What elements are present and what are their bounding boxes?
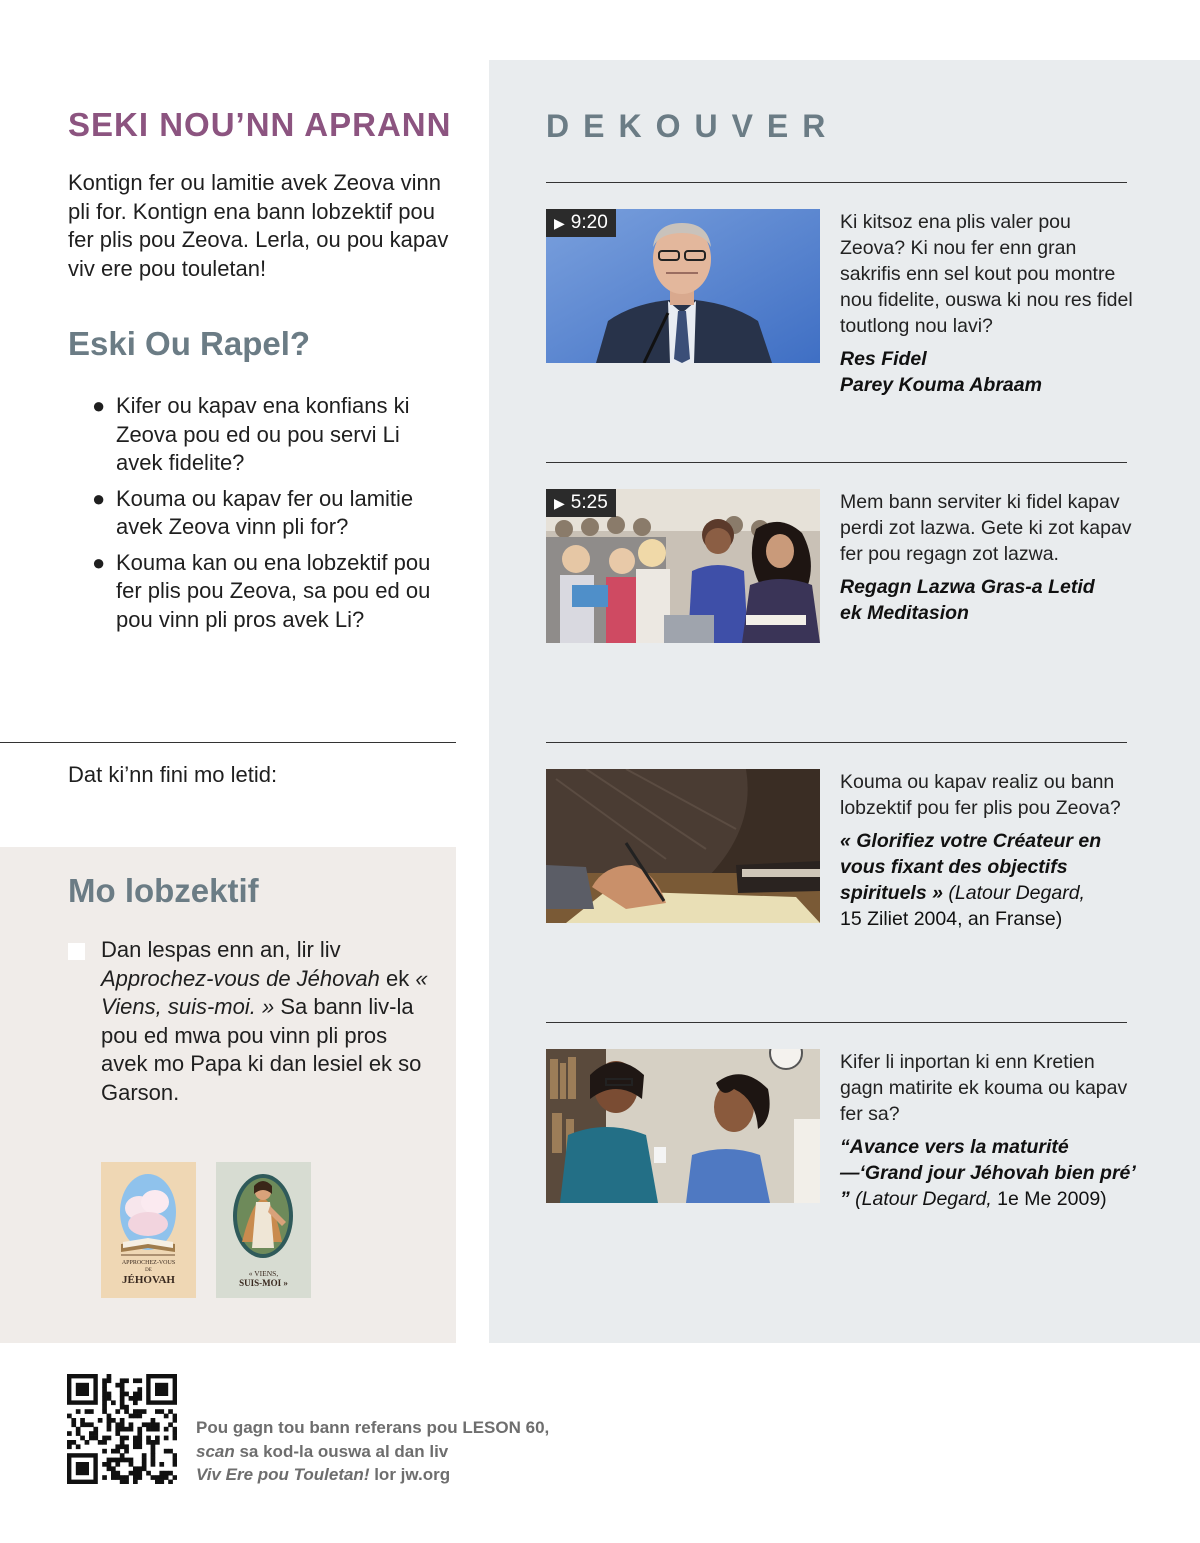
discover-question: Ki kitsoz ena plis valer pou Zeova? Ki nou fer enn gran sakrifis enn sel kout pou montre nou fidelite, ouswa ki nou res fidel toutlong nou lavi? [840, 211, 1133, 337]
book-cover-line: SUIS-MOI » [239, 1278, 288, 1288]
duration-text: 5:25 [570, 492, 608, 513]
footer-text-part: lor jw.org [369, 1465, 451, 1484]
writing-image [546, 769, 820, 923]
recall-question: Kouma kan ou ena lobzektif pou fer plis pou Zeova, sa pou ed ou pou vinn pli pros avek Li? [116, 549, 431, 632]
recall-title: Eski Ou Rapel? [68, 325, 311, 362]
divider [546, 462, 1127, 463]
discover-link[interactable] [840, 346, 1140, 398]
recall-question-list [92, 392, 452, 641]
duration-text: 9:20 [570, 212, 608, 233]
video-duration-badge [546, 489, 616, 517]
divider [546, 742, 1127, 743]
book-cover-line: DE [145, 1268, 152, 1273]
link-source-date: 1e Me 2009) [991, 1188, 1107, 1210]
list-item [92, 485, 452, 542]
list-item [92, 549, 452, 635]
nurses-image [546, 1049, 820, 1203]
discover-question: Kouma ou kapav realiz ou bann lobzektif pou fer plis pou Zeova? [840, 771, 1121, 819]
discover-description [840, 1049, 1140, 1212]
divider [0, 742, 456, 743]
discover-description [840, 769, 1140, 932]
video-duration-badge [546, 209, 616, 237]
link-title-line: Parey Kouma Abraam [840, 374, 1042, 396]
link-title-line: ek Meditasion [840, 602, 969, 624]
link-title-line: Regagn Lazwa Gras-a Letid [840, 576, 1095, 598]
footer-text-part: sa kod-la ouswa al dan liv [234, 1441, 449, 1461]
link-source-date: 15 Ziliet 2004, an Franse) [840, 908, 1063, 930]
list-item [92, 392, 452, 478]
divider [546, 182, 1127, 183]
discover-link[interactable] [840, 574, 1140, 626]
book-cover-viens-suis-moi[interactable] [216, 1162, 311, 1298]
book-cover-line: JÉHOVAH [122, 1274, 175, 1286]
article-thumbnail[interactable] [546, 769, 820, 923]
link-source-open: ( [849, 1188, 862, 1210]
link-title-line: —‘Grand jour Jéhovah bien pré’ ” [840, 1162, 1136, 1210]
play-icon: ▶ [554, 495, 565, 511]
link-title: « Glorifiez votre Créateur en vous fixant des objectifs spirituels » [840, 830, 1102, 904]
summary-text: Kontign fer ou lamitie avek Zeova vinn pli for. Kontign ena bann lobzektif pou fer plis pou Zeova. Lerla, ou pou kapav viv ere pou touletan! [68, 170, 449, 281]
qr-code[interactable] [67, 1374, 177, 1484]
recall-question: Kifer ou kapav ena konfians ki Zeova pou ed ou pou servi Li avek fidelite? [116, 393, 410, 475]
link-title-line: Res Fidel [840, 348, 927, 370]
footer-line [196, 1440, 549, 1464]
goal-checkbox[interactable] [68, 943, 85, 960]
play-icon: ▶ [554, 215, 565, 231]
bullet-icon: ● [92, 549, 106, 575]
qr-code-image [67, 1374, 177, 1484]
discover-question: Mem bann serviter ki fidel kapav perdi zot lazwa. Gete ki zot kapav fer pou regagn zot lazwa. [840, 491, 1132, 565]
goal-text-part: Sa bann liv-la pou ed mwa pou vinn pli pros avek mo Papa ki dan lesiel ek so Garson. [101, 994, 422, 1105]
book-cover-line: « VIENS, [248, 1269, 279, 1278]
recall-question: Kouma ou kapav fer ou lamitie avek Zeova vinn pli for? [116, 485, 414, 539]
discover-link[interactable] [840, 1134, 1140, 1212]
video-thumbnail[interactable] [546, 489, 820, 643]
link-title-line: “Avance vers la maturité [840, 1136, 1069, 1158]
video-thumbnail[interactable] [546, 209, 820, 363]
bullet-icon: ● [92, 485, 106, 511]
link-source-publication: Latour Degard, [861, 1188, 992, 1210]
bullet-icon: ● [92, 393, 106, 418]
discover-description [840, 489, 1140, 626]
footer-italic-word: scan [196, 1441, 235, 1461]
book-cover-approchez-vous[interactable] [101, 1162, 196, 1298]
goal-text [101, 936, 436, 1107]
discover-title: DEKOUVER [546, 108, 840, 144]
book-cover-line: APPROCHEZ-VOUS [121, 1260, 176, 1266]
discover-link[interactable] [840, 828, 1140, 932]
discover-description [840, 209, 1140, 398]
discover-question: Kifer li inportan ki enn Kretien gagn matirite ek kouma ou kapav fer sa? [840, 1051, 1128, 1125]
article-thumbnail[interactable] [546, 1049, 820, 1203]
link-source-publication: Latour Degard, [954, 882, 1085, 904]
goal-book-title: « Viens, suis-moi. » [101, 965, 428, 1019]
link-source-open: ( [942, 882, 955, 904]
footer-line [196, 1463, 549, 1487]
goal-text-part: ek [379, 965, 416, 991]
goal-book-title: Approchez-vous de Jéhovah [101, 965, 380, 991]
footer-reference-note [196, 1416, 549, 1487]
completion-date-label: Dat ki’nn fini mo letid: [68, 762, 278, 787]
divider [546, 1022, 1127, 1023]
footer-line: Pou gagn tou bann referans pou LESON 60, [196, 1418, 550, 1437]
goal-title: Mo lobzektif [68, 872, 259, 909]
footer-book-title: Viv Ere pou Touletan! [196, 1465, 370, 1484]
goal-text-part: Dan lespas enn an, lir liv [101, 937, 341, 962]
summary-title: SEKI NOU’NN APRANN [68, 106, 452, 143]
